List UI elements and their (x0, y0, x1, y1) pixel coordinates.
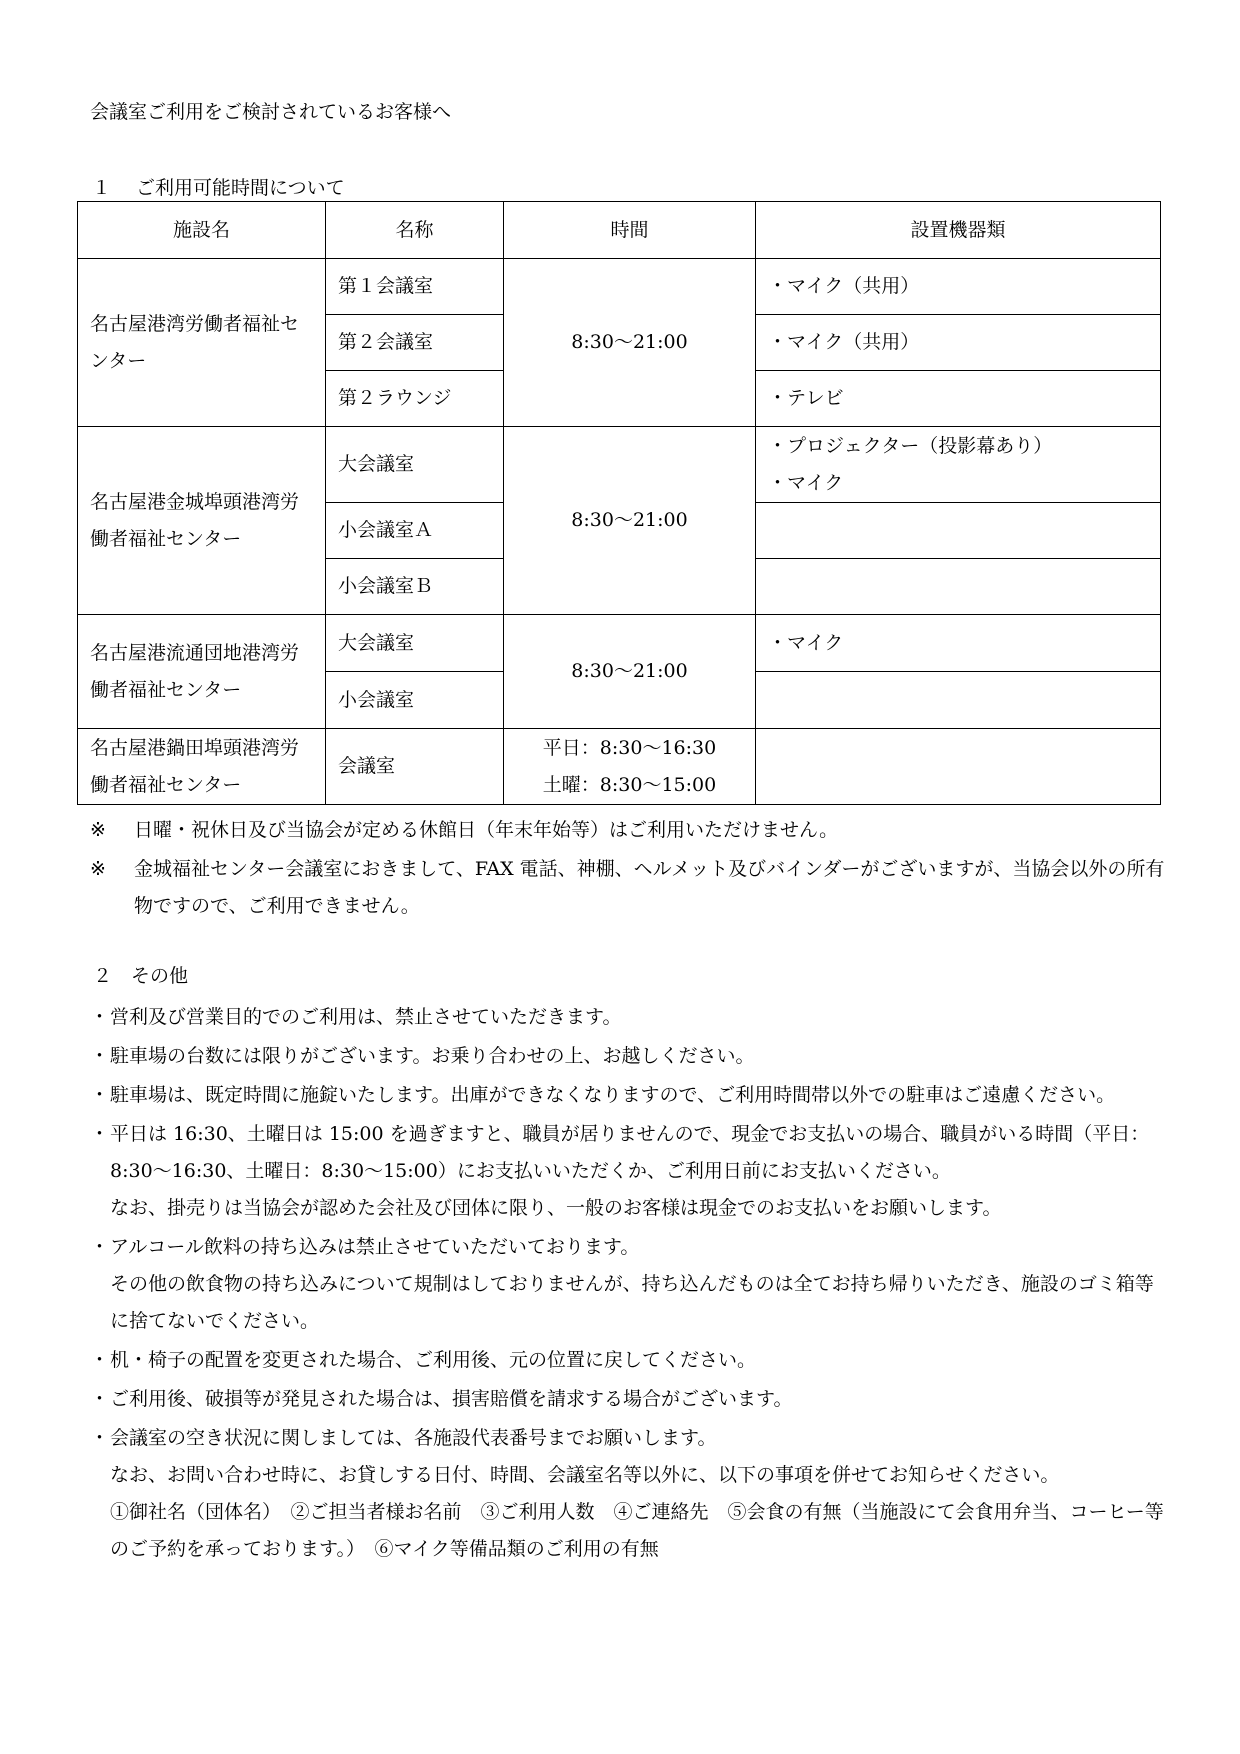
equipment-item: ・テレビ (768, 387, 844, 409)
bullet-dot: ・ (90, 1006, 110, 1028)
note-text: 日曜・祝休日及び当協会が定める休館日（年末年始等）はご利用いただけません。 (134, 819, 839, 841)
section-2-title: その他 (131, 965, 189, 987)
list-item (90, 1342, 1170, 1379)
list-item (90, 1038, 1170, 1075)
list-item-text: 駐車場は、既定時間に施錠いたします。出庫ができなくなりますので、ご利用時間帯以外での駐車はご遠慮ください。 (110, 1084, 1116, 1106)
room-name: 小会議室 (326, 672, 504, 729)
table-header-row (78, 202, 1161, 259)
room-name: 小会議室Ａ (326, 503, 504, 559)
list-item (90, 1116, 1170, 1227)
equipment-item: ・プロジェクター（投影幕あり） (768, 434, 1053, 457)
header-facility: 施設名 (78, 202, 326, 259)
bullet-dot: ・ (90, 1045, 110, 1067)
list-item (90, 1381, 1170, 1418)
list-item (90, 1077, 1170, 1114)
table-row (78, 615, 1161, 672)
table-row (78, 259, 1161, 315)
notes (90, 812, 1170, 927)
room-name: 第２ラウンジ (326, 371, 504, 427)
list-item (90, 999, 1170, 1036)
list-item-text: その他の飲食物の持ち込みについて規制はしておりませんが、持ち込んだものは全てお持ち帰りいただき、施設のゴミ箱等に捨てないでください。 (110, 1273, 1154, 1332)
room-name: 大会議室 (326, 615, 504, 672)
facility-name: 名古屋港金城埠頭港湾労働者福祉センター (78, 427, 326, 615)
equipment-cell (756, 503, 1161, 559)
room-name: 会議室 (326, 729, 504, 805)
bullet-dot: ・ (90, 1084, 110, 1106)
equipment-cell (756, 427, 1161, 503)
list-item-text: アルコール飲料の持ち込みは禁止させていただいております。 (110, 1236, 640, 1258)
equipment-cell (756, 729, 1161, 805)
time-saturday: 土曜：8:30～15:00 (542, 773, 717, 796)
facility-name: 名古屋港鍋田埠頭港湾労働者福祉センター (78, 729, 326, 805)
section-1-heading (92, 173, 345, 200)
equipment-cell (756, 672, 1161, 729)
greeting: 会議室ご利用をご検討されているお客様へ (90, 101, 452, 123)
note-item (90, 812, 1170, 849)
list-item-text: 机・椅子の配置を変更された場合、ご利用後、元の位置に戻してください。 (110, 1349, 757, 1371)
time-cell: 8:30～21:00 (504, 615, 756, 729)
room-name: 大会議室 (326, 427, 504, 503)
list-item (90, 1229, 1170, 1340)
equipment-item: ・マイク (768, 471, 844, 494)
equipment-cell (756, 615, 1161, 672)
list-item-text: ①御社名（団体名） ②ご担当者様お名前 ③ご利用人数 ④ご連絡先 ⑤会食の有無（当施設にて会食用弁当、コーヒー等のご予約を承っております。） ⑥マイク等備品類のご利用の有無 (110, 1501, 1164, 1560)
list-item-text: ご利用後、破損等が発見された場合は、損害賠償を請求する場合がございます。 (110, 1388, 793, 1410)
table-row (78, 729, 1161, 805)
time-cell: 8:30～21:00 (504, 427, 756, 615)
table-row (78, 427, 1161, 503)
facility-name: 名古屋港湾労働者福祉センター (78, 259, 326, 427)
time-cell: 8:30～21:00 (504, 259, 756, 427)
equipment-cell (756, 315, 1161, 371)
time-weekday: 平日：8:30～16:30 (542, 736, 717, 759)
list-item-text: 会議室の空き状況に関しましては、各施設代表番号までお願いします。 (110, 1427, 717, 1449)
bullet-dot: ・ (90, 1427, 110, 1449)
note-mark: ※ (90, 858, 106, 880)
note-item (90, 851, 1170, 925)
facility-name: 名古屋港流通団地港湾労働者福祉センター (78, 615, 326, 729)
bullet-dot: ・ (90, 1236, 110, 1258)
room-name: 第１会議室 (326, 259, 504, 315)
header-room: 名称 (326, 202, 504, 259)
list-item-text: なお、掛売りは当協会が認めた会社及び団体に限り、一般のお客様は現金でのお支払いをお願いします。 (110, 1197, 1002, 1219)
bullet-dot: ・ (90, 1349, 110, 1371)
equipment-cell (756, 371, 1161, 427)
header-equipment: 設置機器類 (756, 202, 1161, 259)
room-name: 第２会議室 (326, 315, 504, 371)
section-2-number: ２ (93, 965, 113, 987)
equipment-item: ・マイク (768, 631, 844, 654)
note-mark: ※ (90, 819, 106, 841)
section-2 (90, 958, 1170, 1570)
section-1-number: １ (92, 177, 112, 199)
header-time: 時間 (504, 202, 756, 259)
time-cell (504, 729, 756, 805)
bullet-dot: ・ (90, 1123, 110, 1145)
list-item-text: なお、お問い合わせ時に、お貸しする日付、時間、会議室名等以外に、以下の事項を併せてお知らせください。 (110, 1464, 1060, 1486)
list-item-text: 営利及び営業目的でのご利用は、禁止させていただきます。 (110, 1006, 622, 1028)
equipment-item: ・マイク（共用） (768, 275, 920, 297)
facility-table (77, 201, 1161, 805)
bullet-dot: ・ (90, 1388, 110, 1410)
equipment-item: ・マイク（共用） (768, 331, 920, 353)
room-name: 小会議室Ｂ (326, 559, 504, 615)
section-1-title: ご利用可能時間について (136, 177, 345, 199)
equipment-cell (756, 559, 1161, 615)
list-item (90, 1420, 1170, 1568)
list-item-text: 駐車場の台数には限りがございます。お乗り合わせの上、お越しください。 (110, 1045, 755, 1067)
list-item-text: 平日は 16:30、土曜日は 15:00 を過ぎますと、職員が居りませんので、現金でお支払いの場合、職員がいる時間（平日：8:30～16:30、土曜日：8:30～15:00）にお支払いいただくか、ご利用日前にお支払いください。 (110, 1123, 1150, 1182)
note-text: 金城福祉センター会議室におきまして、FAX 電話、神棚、ヘルメット及びバインダーがございますが、当協会以外の所有物ですので、ご利用できません。 (134, 858, 1165, 917)
equipment-cell (756, 259, 1161, 315)
section-2-heading (93, 958, 1170, 995)
